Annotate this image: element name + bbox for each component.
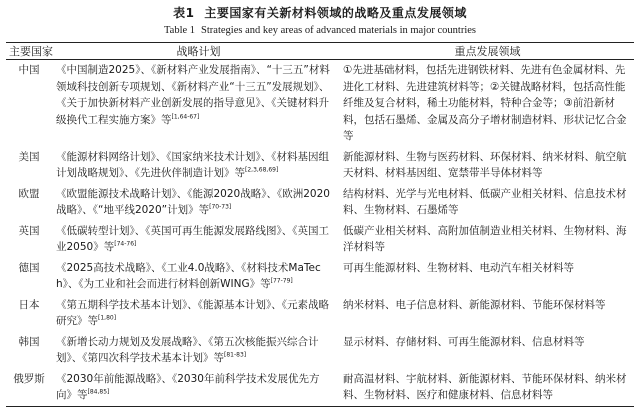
- citation-ref: [1,64-67]: [171, 113, 200, 120]
- plan-cell: [56, 332, 341, 369]
- plan-text: 《能源材料网络计划》、《国家纳米技术计划》、《材料基因组计划战略规划》、《先进伙伴制造计划》等: [56, 150, 329, 179]
- table-header: [6, 43, 634, 60]
- table-caption-cn: [0, 4, 640, 21]
- table-title-cn: 主要国家有关新材料领域的战略及重点发展领域: [204, 6, 467, 20]
- citation-ref: [1,80]: [98, 314, 117, 322]
- citation-ref: [77-79]: [270, 277, 293, 285]
- areas-cell: 纳米材料、电子信息材料、新能源材料、节能环保材料等: [343, 298, 606, 311]
- header-plan: 战略计划: [176, 45, 221, 58]
- plan-cell: [56, 184, 341, 221]
- country-cell: 日本: [18, 298, 40, 311]
- table-title-en: Strategies and key areas of advanced materials in major countries: [201, 25, 476, 36]
- country-cell: 俄罗斯: [13, 372, 45, 385]
- header-country: 主要国家: [9, 45, 53, 58]
- citation-ref: [70-73]: [209, 203, 232, 211]
- areas-cell: 耐高温材料、宇航材料、新能源材料、节能环保材料、纳米材料、生物材料、医疗和健康材料、信息材料等: [343, 372, 627, 401]
- plan-text: 《欧盟能源技术战略计划》、《能源2020战略》、《欧洲2020战略》、《“地平线2020”计划》等: [56, 187, 330, 216]
- areas-cell: 可再生能源材料、生物材料、电动汽车相关材料等: [343, 261, 574, 274]
- areas-cell: ①先进基础材料，包括先进钢铁材料、先进有色金属材料、先进化工材料、先进建筑材料等；②关键战略材料，包括高性能纤维及复合材料，稀土功能材料，特种合金等；③前沿新材料，包括石墨烯、金属及高分子增材制造材料、形状记忆合金等: [343, 64, 627, 142]
- citation-ref: [74-76]: [114, 240, 137, 248]
- plan-cell: [56, 295, 341, 332]
- plan-text: 《第五期科学技术基本计划》、《能源基本计划》、《元素战略研究》等: [56, 298, 329, 327]
- table-caption-en: [0, 25, 640, 36]
- areas-cell: 结构材料、光学与光电材料、低碳产业相关材料、信息技术材料、生物材料、石墨烯等: [343, 187, 627, 216]
- country-cell: 英国: [18, 224, 40, 237]
- table-row: [6, 221, 634, 258]
- areas-cell: 显示材料、存储材料、可再生能源材料、信息材料等: [343, 335, 585, 348]
- plan-text: 《中国制造2025》、《新材料产业发展指南》、“十三五”材料领域科技创新专项规划、《新材料产业“十三五”发展规划》、《关于加快新材料产业创新发展的指导意见》、《关键材料升级换代工程实施方案》等: [56, 64, 330, 126]
- country-cell: 韩国: [18, 335, 40, 348]
- header-row: [6, 43, 634, 60]
- table-row: [6, 184, 634, 221]
- table-number-cn: 表1: [173, 6, 195, 20]
- plan-text: 《2030年前能源战略》、《2030年前科学技术发展优先方向》等: [56, 372, 320, 401]
- country-cell: 德国: [18, 261, 40, 274]
- citation-ref: [84,85]: [87, 388, 110, 396]
- country-cell: 美国: [18, 150, 40, 163]
- plan-cell: [56, 60, 341, 147]
- areas-cell: 低碳产业相关材料、高附加值制造业相关材料、生物材料、海洋材料等: [343, 224, 627, 253]
- country-cell: 中国: [18, 64, 40, 76]
- plan-cell: [56, 258, 341, 295]
- header-areas: 重点发展领域: [454, 45, 521, 58]
- table-row: [6, 369, 634, 407]
- plan-text: 《新增长动力规划及发展战略》、《第五次核能振兴综合计划》、《第四次科学技术基本计划》等: [56, 335, 319, 364]
- areas-cell: 新能源材料、生物与医药材料、环保材料、纳米材料、航空航天材料、材料基因组、宽禁带半导体材料等: [343, 150, 627, 179]
- plan-text: 《低碳转型计划》、《英国可再生能源发展路线图》、《英国工业2050》等: [56, 224, 329, 253]
- table-number-en: Table 1: [164, 25, 196, 36]
- plan-cell: [56, 221, 341, 258]
- plan-cell: [56, 369, 341, 407]
- plan-cell: [56, 147, 341, 184]
- country-cell: 欧盟: [18, 187, 40, 200]
- table-row: [6, 258, 634, 295]
- citation-ref: [81-83]: [224, 351, 247, 359]
- table-row: [6, 295, 634, 332]
- table-row: [6, 60, 634, 147]
- table-body: [6, 60, 634, 407]
- strategy-table: [6, 42, 634, 407]
- table-row: [6, 147, 634, 184]
- plan-text: 《2025高技术战略》、《工业4.0战略》、《材料技术MaTech》、《为工业和社会而进行材料创新WING》等: [56, 261, 321, 290]
- citation-ref: [2,3,68,69]: [245, 166, 279, 174]
- table-row: [6, 332, 634, 369]
